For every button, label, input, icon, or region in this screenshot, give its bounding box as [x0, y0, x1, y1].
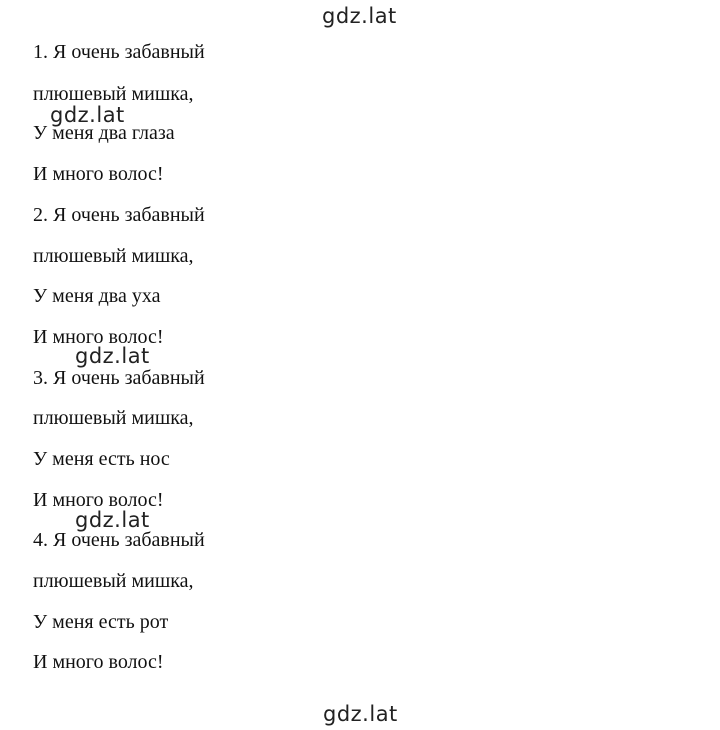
stanza-2-line-1: 2. Я очень забавный: [33, 204, 205, 226]
stanza-3-line-3: У меня есть нос: [33, 448, 170, 470]
stanza-2-line-3: У меня два уха: [33, 285, 161, 307]
stanza-4-line-3: У меня есть рот: [33, 611, 169, 633]
stanza-4-line-2: плюшевый мишка,: [33, 570, 194, 592]
stanza-4-line-1: 4. Я очень забавный: [33, 529, 205, 551]
stanza-1-line-2: плюшевый мишка,: [33, 83, 194, 105]
watermark-inline-2: gdz.lat: [75, 344, 150, 368]
stanza-1-line-4: И много волос!: [33, 163, 164, 185]
watermark-top: gdz.lat: [322, 4, 397, 28]
stanza-1-line-3: У меня два глаза: [33, 122, 175, 144]
watermark-bottom: gdz.lat: [323, 702, 398, 726]
stanza-3-line-1: 3. Я очень забавный: [33, 367, 205, 389]
watermark-inline-1: gdz.lat: [50, 103, 125, 127]
stanza-3-line-2: плюшевый мишка,: [33, 407, 194, 429]
stanza-2-line-4: И много волос!: [33, 326, 164, 348]
watermark-inline-3: gdz.lat: [75, 508, 150, 532]
stanza-1-line-1: 1. Я очень забавный: [33, 41, 205, 63]
stanza-2-line-2: плюшевый мишка,: [33, 245, 194, 267]
stanza-4-line-4: И много волос!: [33, 651, 164, 673]
stanza-3-line-4: И много волос!: [33, 489, 164, 511]
